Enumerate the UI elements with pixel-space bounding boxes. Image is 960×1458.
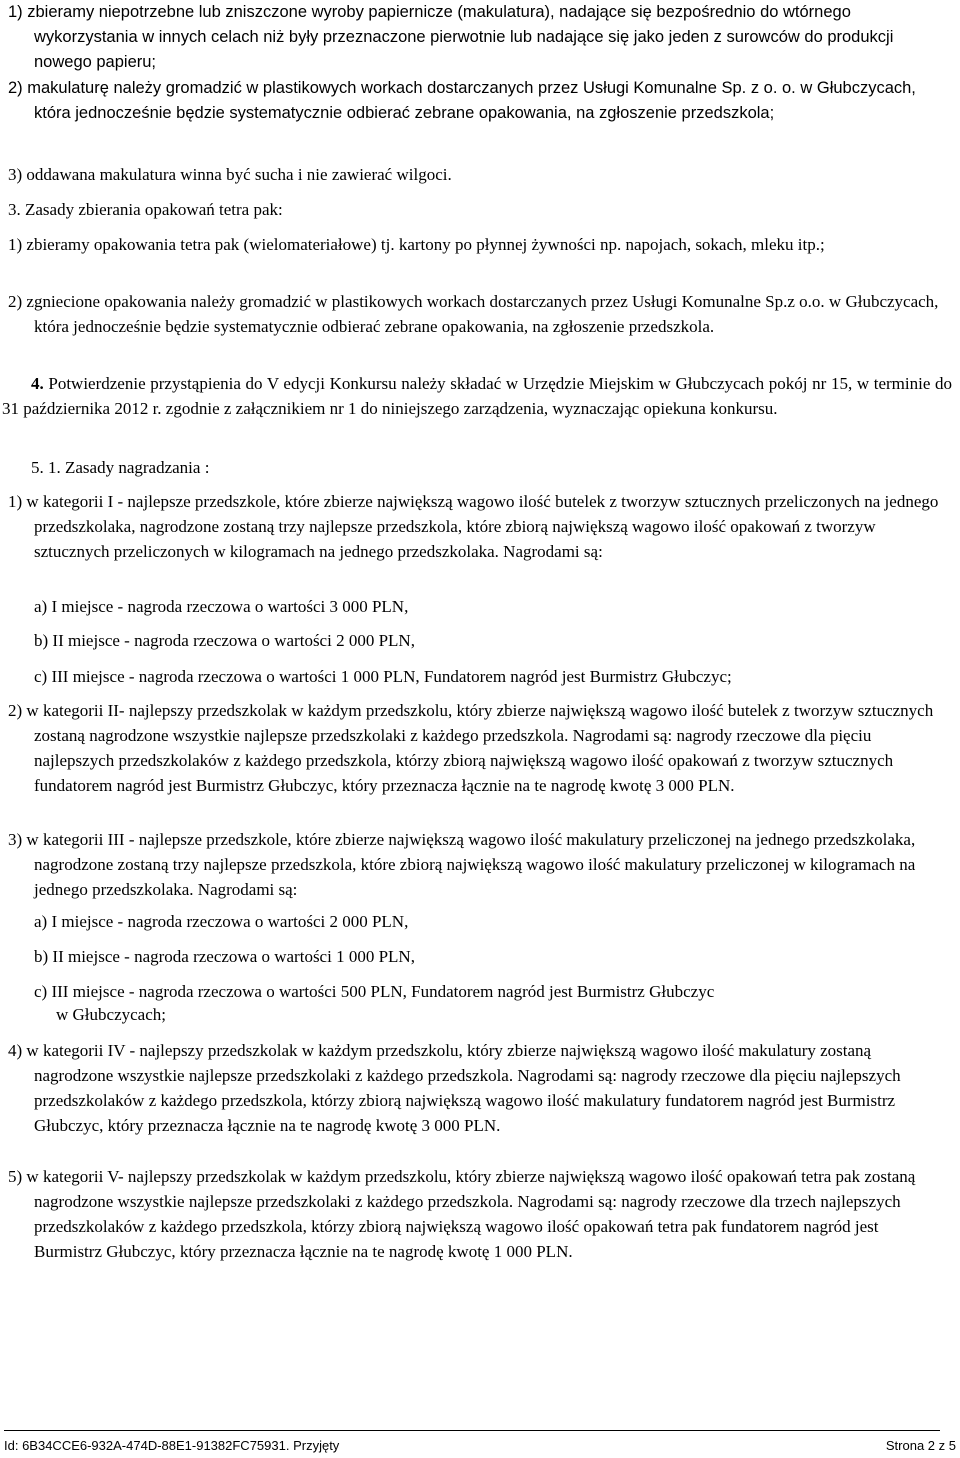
category-4: 4) w kategorii IV - najlepszy przedszkolak w każdym przedszkolu, który zbierze największą wagowo ilość makulatury zostaną nagrodzone wszystkie najlepsze przedszkolaki z każdego przedszkola. Nagrodami są: nagrody rzeczowe dla pięciu najlepszych przedszkolaków z każdego przedszkola, którzy zbiorą największą wagowo ilość makulatury fundatorem nagród jest Burmistrz Głubczyc, który przeznacza łącznie na te nagrodę kwotę 3 000 PLN. <box>8 1041 901 1135</box>
tetra-rule-2: 2) zgniecione opakowania należy gromadzić w plastikowych workach dostarczanych przez Usługi Komunalne Sp.z o.o. w Głubczycach, która jednocześnie będzie systematycznie odbierać zebrane opakowania, na zgłoszenie przedszkola. <box>8 292 939 336</box>
category-1-prize-b: b) II miejsce - nagroda rzeczowa o wartości 2 000 PLN, <box>34 631 415 650</box>
category-1: 1) w kategorii I - najlepsze przedszkole, które zbierze największą wagowo ilość butelek z tworzyw sztucznych przeliczonych na jednego przedszkolaka, nagrodzone zostaną trzy najlepsze przedszkola, które zbiorą największą wagowo ilość opakowań z tworzyw sztucznych przeliczonych w kilogramach na jednego przedszkolaka. Nagrodami są: <box>8 492 939 561</box>
category-3-prize-c-continued: w Głubczycach; <box>56 1005 166 1024</box>
section-4-text: Potwierdzenie przystąpienia do V edycji Konkursu należy składać w Urzędzie Miejskim w Głubczycach pokój nr 15, w terminie do 31 października 2012 r. zgodnie z załącznikiem nr 1 do niniejszego zarządzenia, wyznaczając opiekuna konkursu. <box>2 374 952 418</box>
section-5-heading: 5. 1. Zasady nagradzania : <box>31 458 210 477</box>
category-3-prize-c: c) III miejsce - nagroda rzeczowa o wartości 500 PLN, Fundatorem nagród jest Burmistrz Głubczyc <box>34 982 715 1001</box>
section-4-paragraph <box>2 371 952 421</box>
section-4-number: 4. <box>31 374 44 393</box>
category-1-prize-a: a) I miejsce - nagroda rzeczowa o wartości 3 000 PLN, <box>34 597 409 616</box>
category-3-prize-b: b) II miejsce - nagroda rzeczowa o wartości 1 000 PLN, <box>34 947 415 966</box>
paper-rule-3: 3) oddawana makulatura winna być sucha i nie zawierać wilgoci. <box>8 165 452 184</box>
footer-page-number: Strona 2 z 5 <box>885 1438 956 1453</box>
category-2: 2) w kategorii II- najlepszy przedszkolak w każdym przedszkolu, który zbierze największą wagowo ilość butelek z tworzyw sztucznych zostaną nagrodzone wszystkie najlepsze przedszkolaki z każdego przedszkola. Nagrodami są: nagrody rzeczowe dla pięciu najlepszych przedszkolaków z każdego przedszkola, którzy zbiorą największą wagowo ilość opakowań z tworzyw sztucznych fundatorem nagród jest Burmistrz Głubczyc, który przeznacza łącznie na te nagrodę kwotę 3 000 PLN. <box>8 701 934 795</box>
category-3: 3) w kategorii III - najlepsze przedszkole, które zbierze największą wagowo ilość makulatury przeliczonej na jednego przedszkolaka, nagrodzone zostaną trzy najlepsze przedszkola, które zbiorą największą wagowo ilość makulatury przeliczonej w kilogramach na jednego przedszkolaka. Nagrodami są: <box>8 830 916 899</box>
category-3-prize-a: a) I miejsce - nagroda rzeczowa o wartości 2 000 PLN, <box>34 912 409 931</box>
tetra-rule-1: 1) zbieramy opakowania tetra pak (wielomateriałowe) tj. kartony po płynnej żywności np. napojach, sokach, mleku itp.; <box>8 235 825 254</box>
paper-rule-1: 1) zbieramy niepotrzebne lub zniszczone wyroby papiernicze (makulatura), nadające się bezpośrednio do wtórnego wykorzystania w innych celach niż były przeznaczone pierwotnie lub nadające się jako jeden z surowców do produkcji nowego papieru; <box>8 3 894 71</box>
paper-rule-2: 2) makulaturę należy gromadzić w plastikowych workach dostarczanych przez Usługi Komunalne Sp. z o. o. w Głubczycach, która jednocześnie będzie systematycznie odbierać zebrane opakowania, na zgłoszenie przedszkola; <box>8 79 916 122</box>
section-3-heading: 3. Zasady zbierania opakowań tetra pak: <box>8 200 283 219</box>
category-5: 5) w kategorii V- najlepszy przedszkolak w każdym przedszkolu, który zbierze największą wagowo ilość opakowań tetra pak zostaną nagrodzone wszystkie najlepsze przedszkolaki z każdego przedszkola. Nagrodami są: nagrody rzeczowe dla trzech najlepszych przedszkolaków z każdego przedszkola, którzy zbiorą największą wagowo ilość opakowań tetra pak fundatorem nagród jest Burmistrz Głubczyc, który przeznacza łącznie na te nagrodę kwotę 1 000 PLN. <box>8 1167 916 1261</box>
category-1-prize-c: c) III miejsce - nagroda rzeczowa o wartości 1 000 PLN, Fundatorem nagród jest Burmistrz Głubczyc; <box>34 667 732 686</box>
footer-divider <box>4 1430 940 1431</box>
footer-document-id: Id: 6B34CCE6-932A-474D-88E1-91382FC75931. Przyjęty <box>4 1438 340 1453</box>
